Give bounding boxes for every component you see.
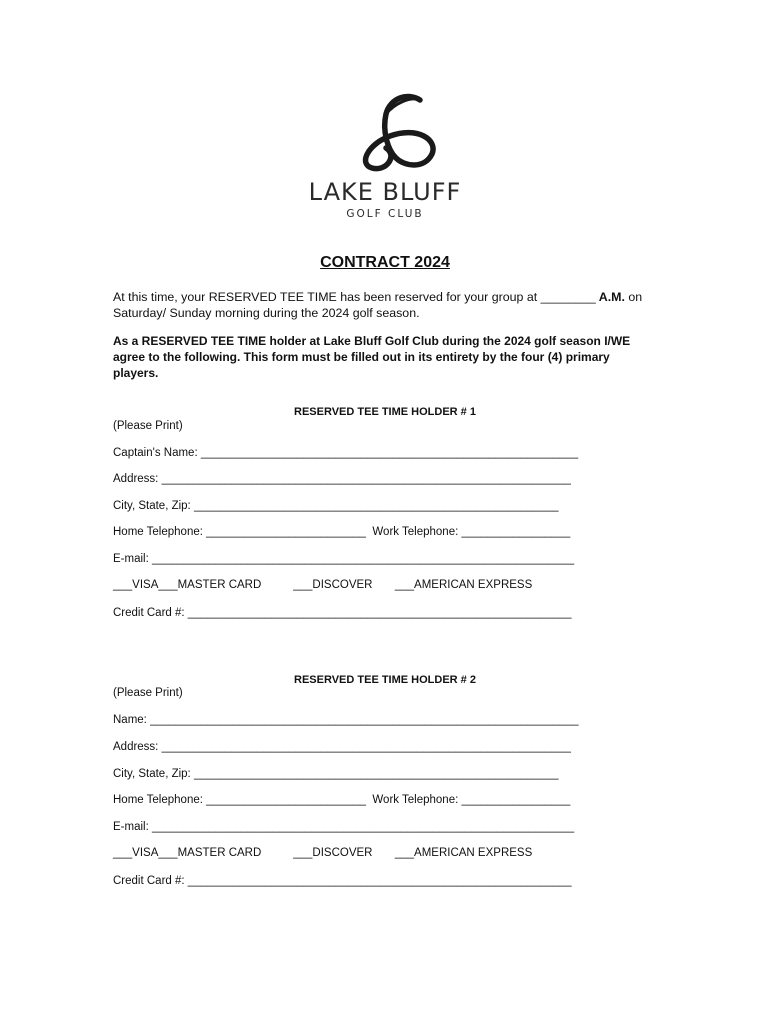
agreement-line-2: agree to the following. This form must be filled out in its entirety by the four (4) primary (113, 350, 610, 364)
holder2-heading: RESERVED TEE TIME HOLDER # 2 (294, 674, 476, 686)
agreement-line-3: players. (113, 366, 159, 380)
holder2-credit-field[interactable]: Credit Card #: ____________________________________________________________ (113, 875, 572, 887)
agreement-line-1: As a RESERVED TEE TIME holder at Lake Bluff Golf Club during the 2024 golf season I/WE (113, 334, 631, 348)
holder2-please-print: (Please Print) (113, 687, 183, 699)
page-title: CONTRACT 2024 (320, 254, 450, 271)
logo-subtitle: GOLF CLUB (346, 208, 424, 220)
holder2-card-options[interactable]: ___VISA___MASTER CARD ___DISCOVER ___AMERICAN EXPRESS (113, 847, 533, 859)
monogram-icon (328, 92, 442, 176)
holder1-phones-field[interactable]: Home Telephone: _________________________ Work Telephone: _________________ (113, 526, 571, 538)
holder1-email-field[interactable]: E-mail: __________________________________________________________________ (113, 553, 575, 565)
holder1-name-field[interactable]: Captain's Name: ___________________________________________________________ (113, 447, 579, 459)
holder2-name-field[interactable]: Name: ___________________________________________________________________ (113, 714, 579, 726)
intro-paragraph (113, 289, 673, 321)
intro-end: on (624, 290, 643, 304)
holder1-city-field[interactable]: City, State, Zip: _________________________________________________________ (113, 500, 559, 512)
holder2-phones-field[interactable]: Home Telephone: _________________________ Work Telephone: _________________ (113, 794, 571, 806)
holder1-please-print: (Please Print) (113, 420, 183, 432)
holder1-address-field[interactable]: Address: ________________________________________________________________ (113, 473, 571, 485)
holder1-heading: RESERVED TEE TIME HOLDER # 1 (294, 406, 476, 418)
club-logo (300, 92, 470, 222)
intro-text: At this time, your RESERVED TEE TIME has been reserved for your group at ________ (113, 290, 596, 304)
holder2-email-field[interactable]: E-mail: __________________________________________________________________ (113, 821, 575, 833)
agreement-paragraph (113, 333, 673, 381)
holder2-city-field[interactable]: City, State, Zip: _________________________________________________________ (113, 768, 559, 780)
holder2-address-field[interactable]: Address: ________________________________________________________________ (113, 741, 571, 753)
logo-wordmark: LAKE BLUFF (308, 178, 462, 206)
holder1-card-options[interactable]: ___VISA___MASTER CARD ___DISCOVER ___AMERICAN EXPRESS (113, 579, 533, 591)
intro-line-1 (113, 289, 673, 305)
intro-line-2: Saturday/ Sunday morning during the 2024 golf season. (113, 306, 420, 320)
holder1-credit-field[interactable]: Credit Card #: ____________________________________________________________ (113, 607, 572, 619)
intro-am: A.M. (595, 290, 625, 304)
